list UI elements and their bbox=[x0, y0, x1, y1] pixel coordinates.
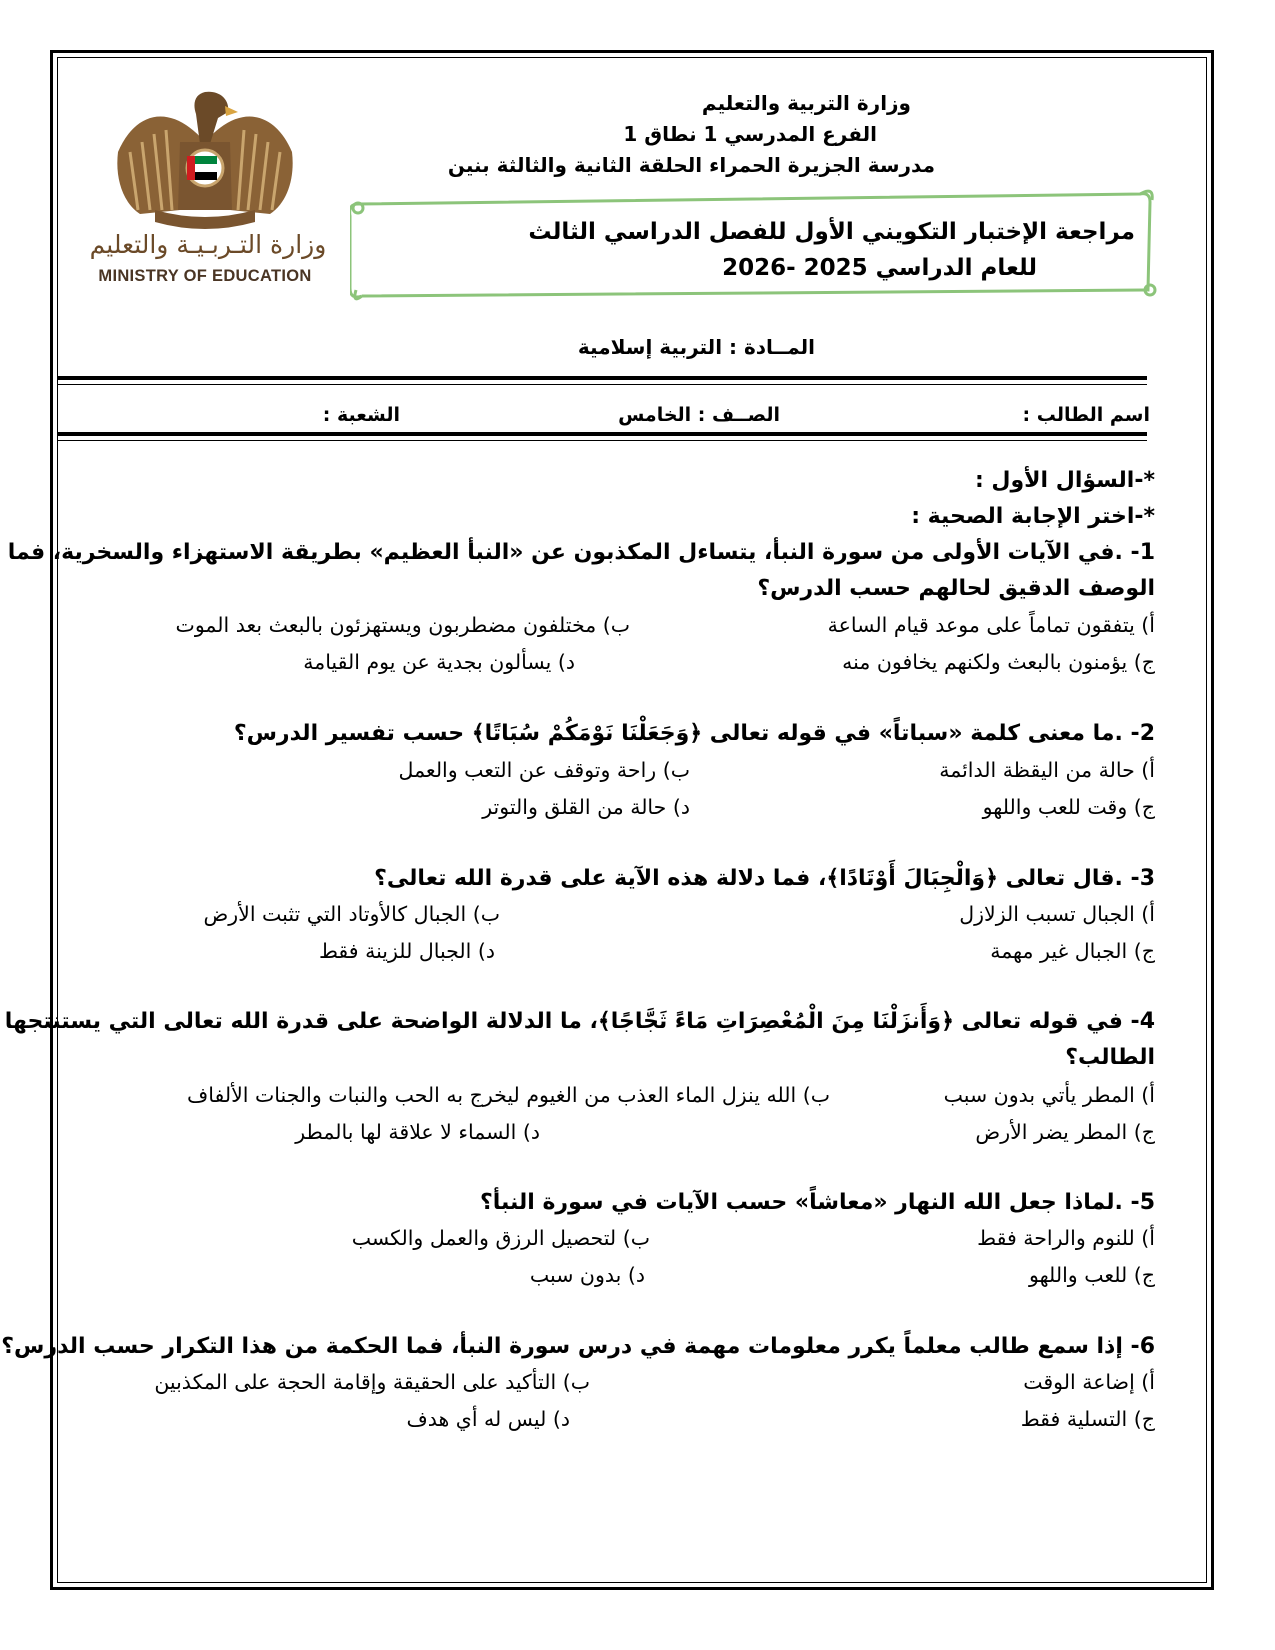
divider-top-thick bbox=[57, 376, 1147, 380]
q3-option-d[interactable]: د) الجبال للزينة فقط bbox=[318, 939, 495, 963]
q6-option-a[interactable]: أ) إضاعة الوقت bbox=[1023, 1370, 1155, 1394]
q1-option-d[interactable]: د) يسألون بجدية عن يوم القيامة bbox=[303, 650, 575, 674]
question-3-text: 3- .قال تعالى ﴿وَالْجِبَالَ أَوْتَادًا﴾، فما دلالة هذه الآية على قدرة الله تعالى؟ bbox=[374, 866, 1155, 891]
grade-label: الصــف : الخامس bbox=[618, 404, 780, 426]
eagle-emblem-icon bbox=[60, 82, 350, 232]
question-1-text: 1- .في الآيات الأولى من سورة النبأ، يتساءل المكذبون عن «النبأ العظيم» بطريقة الاستهزاء والسخرية، فما bbox=[7, 540, 1155, 565]
ministry-logo bbox=[60, 82, 350, 287]
q3-option-b[interactable]: ب) الجبال كالأوتاد التي تثبت الأرض bbox=[203, 902, 500, 926]
question-2-text: 2- .ما معنى كلمة «سباتاً» في قوله تعالى ﴿وَجَعَلْنَا نَوْمَكُمْ سُبَاتًا﴾ حسب تفسير الدرس؟ bbox=[233, 721, 1155, 746]
review-title bbox=[515, 214, 1135, 286]
q2-option-d[interactable]: د) حالة من القلق والتوتر bbox=[482, 795, 690, 819]
q6-option-c[interactable]: ج) التسلية فقط bbox=[1020, 1407, 1155, 1431]
student-name-field[interactable]: اسم الطالب : bbox=[1022, 404, 1150, 426]
question-4-text: 4- في قوله تعالى ﴿وَأَنزَلْنَا مِنَ الْمُعْصِرَاتِ مَاءً ثَجَّاجًا﴾، ما الدلالة الواضحة على قدرة الله تعالى التي يستنتجها bbox=[4, 1009, 1155, 1034]
q4-option-a[interactable]: أ) المطر يأتي بدون سبب bbox=[943, 1083, 1155, 1107]
question-1-text-cont: الوصف الدقيق لحالهم حسب الدرس؟ bbox=[757, 576, 1155, 601]
questions-section bbox=[1, 468, 1155, 1578]
q3-option-c[interactable]: ج) الجبال غير مهمة bbox=[990, 939, 1155, 963]
q5-option-b[interactable]: ب) لتحصيل الرزق والعمل والكسب bbox=[351, 1226, 650, 1250]
section-heading: *-السؤال الأول : bbox=[974, 468, 1155, 493]
school-name: مدرسة الجزيرة الحمراء الحلقة الثانية والثالثة بنين bbox=[447, 153, 935, 177]
divider-bottom-thin bbox=[57, 440, 1147, 441]
question-5-text: 5- .لماذا جعل الله النهار «معاشاً» حسب الآيات في سورة النبأ؟ bbox=[480, 1190, 1155, 1215]
divider-top-thin bbox=[57, 384, 1147, 385]
q3-option-a[interactable]: أ) الجبال تسبب الزلازل bbox=[959, 902, 1155, 926]
q5-option-a[interactable]: أ) للنوم والراحة فقط bbox=[977, 1226, 1155, 1250]
subject-label: المــادة : التربية إسلامية bbox=[577, 335, 815, 359]
question-4-text-cont: الطالب؟ bbox=[1065, 1045, 1155, 1070]
q4-option-c[interactable]: ج) المطر يضر الأرض bbox=[975, 1120, 1155, 1144]
review-title-line1: مراجعة الإختبار التكويني الأول للفصل الدراسي الثالث bbox=[528, 219, 1135, 245]
section-field[interactable]: الشعبة : bbox=[322, 404, 400, 426]
review-title-line2: للعام الدراسي 2025 -2026 bbox=[722, 255, 1037, 281]
q4-option-b[interactable]: ب) الله ينزل الماء العذب من الغيوم ليخرج به الحب والنبات والجنات الألفاف bbox=[186, 1083, 830, 1107]
instruction-text: *-اختر الإجابة الصحية : bbox=[911, 504, 1155, 529]
question-6-text: 6- إذا سمع طالب معلماً يكرر معلومات مهمة في درس سورة النبأ، فما الحكمة من هذا التكرار حسب الدرس؟ bbox=[1, 1334, 1155, 1359]
q2-option-a[interactable]: أ) حالة من اليقظة الدائمة bbox=[939, 758, 1155, 782]
q6-option-d[interactable]: د) ليس له أي هدف bbox=[406, 1407, 570, 1431]
ministry-header bbox=[415, 88, 935, 181]
q1-option-c[interactable]: ج) يؤمنون بالبعث ولكنهم يخافون منه bbox=[842, 650, 1155, 674]
q4-option-d[interactable]: د) السماء لا علاقة لها بالمطر bbox=[295, 1120, 540, 1144]
student-info-row bbox=[57, 404, 1150, 434]
school-branch: الفرع المدرسي 1 نطاق 1 bbox=[623, 122, 877, 146]
q1-option-b[interactable]: ب) مختلفون مضطربون ويستهزئون بالبعث بعد الموت bbox=[175, 613, 630, 637]
q5-option-d[interactable]: د) بدون سبب bbox=[529, 1263, 645, 1287]
ministry-name: وزارة التربية والتعليم bbox=[701, 91, 911, 115]
logo-arabic-text: وزارة التـربـيـة والتعليم bbox=[89, 230, 327, 259]
q2-option-c[interactable]: ج) وقت للعب واللهو bbox=[982, 795, 1155, 819]
q1-option-a[interactable]: أ) يتفقون تماماً على موعد قيام الساعة bbox=[827, 613, 1155, 637]
q6-option-b[interactable]: ب) التأكيد على الحقيقة وإقامة الحجة على المكذبين bbox=[154, 1370, 590, 1394]
q5-option-c[interactable]: ج) للعب واللهو bbox=[1029, 1263, 1155, 1287]
logo-english-text: MINISTRY OF EDUCATION bbox=[98, 267, 312, 285]
q2-option-b[interactable]: ب) راحة وتوقف عن التعب والعمل bbox=[398, 758, 690, 782]
